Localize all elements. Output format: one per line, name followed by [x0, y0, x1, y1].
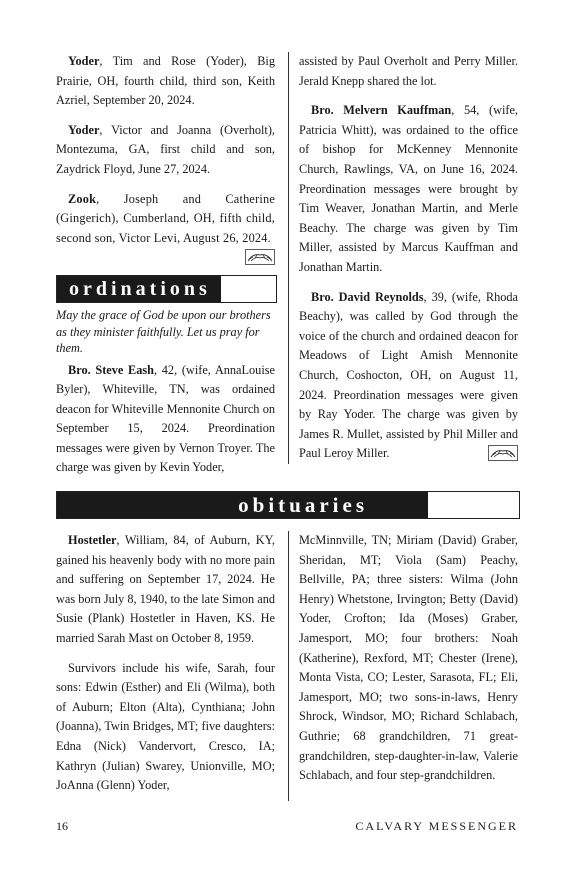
- obituary-column-left: [56, 531, 275, 806]
- birth-surname: Yoder: [68, 54, 100, 68]
- ordinations-column-right: [299, 52, 518, 474]
- page-number: 16: [56, 819, 68, 833]
- obituary-column-right: [299, 531, 518, 796]
- ordinee-name: Bro. Melvern Kauffman: [311, 103, 452, 118]
- ordinations-intro: May the grace of God be upon our brothers as they minister faithfully. Let us pray for them.: [56, 308, 271, 355]
- section-heading: ordinations: [57, 276, 221, 302]
- obituary-survivors-continuation: McMinnville, TN; Miriam (David) Graber, Sheridan, MT; Viola (Sam) Peachy, Bellville, PA; three sisters: Wilma (John Henry) Whetstone, Irvington; Betty (David) Yoder, Crofton; Ida (Moses) Graber, Jamesport, MO; four brothers: Noah (Katherine), Rexford, MT; Chester (Irene), Monta Vista, CO; Lester, Sarasota, FL; Eli, Jamesport, MO; two sons-in-laws, Henry Shrock, Windsor, MO; Richard Schlabach, Guthrie; 68 grandchildren, 71 great-grandchildren, step-daughter-in-law, Valerie Schlabach, and four step-grandchildren.: [299, 533, 518, 783]
- birth-surname: Yoder: [68, 122, 100, 137]
- section-heading: obituaries: [57, 492, 428, 518]
- births-column: [56, 52, 275, 265]
- running-footer-title: CALVARY MESSENGER: [355, 819, 518, 833]
- ordinations-column-left: [56, 307, 275, 488]
- column-divider: [288, 52, 289, 464]
- ordination-entry: Bro. Melvern Kauffman, 54, (wife, Patricia Whitt), was ordained to the office of bishop for McKenney Mennonite Church, Rawlings, VA, on June 16, 2024. Preordination messages were brought by Tim Weaver, Jonathan Martin, and Merle Beachy. The charge was given by Tim Miller, assisted by Marcus Kauffman and Jonathan Martin.: [299, 103, 518, 274]
- birth-entry: Yoder, Tim and Rose (Yoder), Big Prairie, OH, fourth child, third son, Keith Azriel, September 20, 2024.: [56, 54, 275, 108]
- ordination-entry: Bro. David Reynolds, 39, (wife, Rhoda Beachy), was called by God through the voice of the church and ordained deacon for Meadows of Light Amish Mennonite Church, Coshocton, OH, on August 11, 2024. Preordination messages were given by Ray Yoder. The charge was given by James R. Mullet, assisted by Phil Miller and Paul Leroy Miller.: [299, 289, 519, 461]
- ordinee-name: Bro. Steve Eash: [68, 362, 155, 377]
- section-end-ornament-icon: [245, 249, 275, 265]
- birth-entry: Yoder, Victor and Joanna (Overholt), Montezuma, GA, first child and son, Zaydrick Floyd, June 27, 2024.: [56, 122, 275, 176]
- ordination-entry: Bro. Steve Eash, 42, (wife, AnnaLouise Byler), Whiteville, TN, was ordained deacon for Whiteville Mennonite Church on September 15, 2024. Preordination messages were given by Vernon Troyer. The charge was given by Kevin Yoder,: [56, 362, 275, 475]
- obituary-surname: Hostetler: [68, 533, 117, 547]
- ordinations-heading-bar: [56, 275, 277, 303]
- ordination-continuation: assisted by Paul Overholt and Perry Miller. Jerald Knepp shared the lot.: [299, 54, 518, 88]
- column-divider: [288, 531, 289, 801]
- obituary-entry: Hostetler, William, 84, of Auburn, KY, gained his heavenly body with no more pain and suffering on September 17, 2024. He was born July 8, 1940, to the late Simon and Susie (Plank) Hostetler in Haven, KS. He married Sarah Mast on October 8, 1959.: [56, 533, 275, 645]
- birth-entry: Zook, Joseph and Catherine (Gingerich), Cumberland, OH, fifth child, second son, Victor Levi, August 26, 2024.: [56, 190, 275, 249]
- birth-surname: Zook: [68, 191, 97, 206]
- section-end-ornament-icon: [488, 445, 518, 461]
- obituaries-heading-bar: [56, 491, 520, 519]
- ordinee-name: Bro. David Reynolds: [311, 289, 424, 304]
- obituary-survivors: Survivors include his wife, Sarah, four sons: Edwin (Esther) and Eli (Wilma), both of Auburn; Elton (Alta), Cynthiana; John (Joanna), Twin Bridges, MT; five daughters: Edna (Nick) Vandervort, Cresco, IA; Kathryn (Julian) Swarey, Unionville, MO; JoAnna (Glenn) Yoder,: [56, 660, 275, 793]
